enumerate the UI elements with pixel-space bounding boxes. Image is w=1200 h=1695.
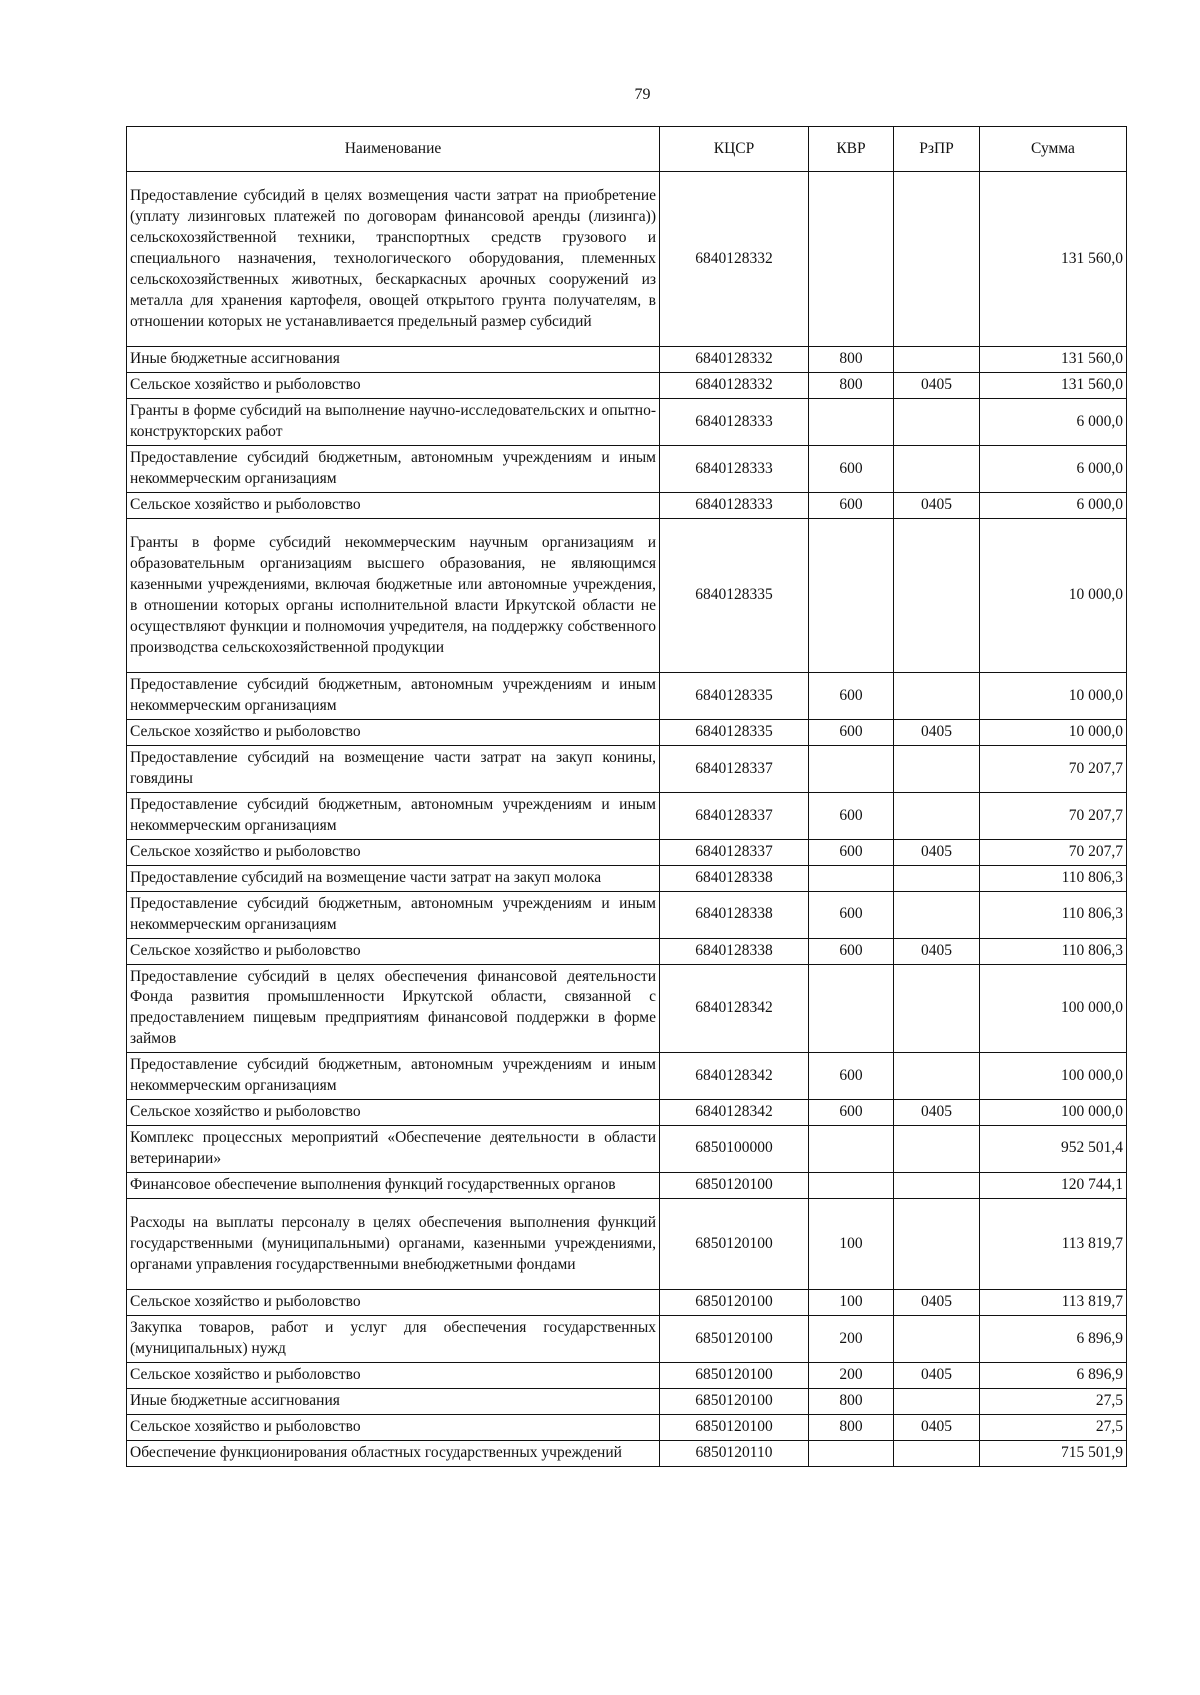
row-kvr: 200	[809, 1316, 894, 1363]
row-kvr: 600	[809, 1100, 894, 1126]
row-kcsr: 6850120100	[660, 1172, 809, 1198]
row-kvr	[809, 1125, 894, 1172]
table-row	[127, 347, 1127, 373]
row-name: Сельское хозяйство и рыболовство	[127, 1100, 660, 1126]
row-name: Предоставление субсидий на возмещение части затрат на закуп конины, говядины	[127, 746, 660, 793]
row-rzpr	[894, 518, 980, 673]
row-rzpr	[894, 1053, 980, 1100]
table-row	[127, 673, 1127, 720]
table-row	[127, 1316, 1127, 1363]
row-kcsr: 6840128337	[660, 746, 809, 793]
row-kcsr: 6840128342	[660, 964, 809, 1053]
row-sum: 6 896,9	[980, 1316, 1127, 1363]
row-kcsr: 6840128338	[660, 938, 809, 964]
row-rzpr	[894, 673, 980, 720]
row-sum: 27,5	[980, 1415, 1127, 1441]
row-sum: 110 806,3	[980, 938, 1127, 964]
row-kvr: 100	[809, 1198, 894, 1290]
row-rzpr	[894, 1198, 980, 1290]
row-name: Сельское хозяйство и рыболовство	[127, 1415, 660, 1441]
budget-table	[126, 126, 1127, 1467]
row-sum: 70 207,7	[980, 746, 1127, 793]
table-row	[127, 793, 1127, 840]
table-row	[127, 938, 1127, 964]
row-name: Предоставление субсидий в целях возмещения части затрат на приобретение (уплату лизинговых платежей по договорам финансовой аренды (лизинга)) сельскохозяйственной техники, транспортных средств грузового и специального назначения, технологического оборудования, племенных сельскохозяйственных животных, бескаркасных арочных сооружений из металла для хранения картофеля, овощей открытого грунта получателям, в отношении которых не устанавливается предельный размер субсидий	[127, 172, 660, 347]
row-name: Предоставление субсидий в целях обеспечения финансовой деятельности Фонда развития промышленности Иркутской области, связанной с предоставлением пищевым предприятиям финансовой поддержки в форме займов	[127, 964, 660, 1053]
row-name: Сельское хозяйство и рыболовство	[127, 839, 660, 865]
row-kcsr: 6840128332	[660, 373, 809, 399]
row-kvr: 600	[809, 793, 894, 840]
row-sum: 10 000,0	[980, 518, 1127, 673]
row-kvr: 600	[809, 891, 894, 938]
row-kcsr: 6840128332	[660, 172, 809, 347]
table-row	[127, 1100, 1127, 1126]
row-name: Закупка товаров, работ и услуг для обеспечения государственных (муниципальных) нужд	[127, 1316, 660, 1363]
row-sum: 100 000,0	[980, 1100, 1127, 1126]
row-kcsr: 6840128338	[660, 891, 809, 938]
header-kcsr: КЦСР	[660, 127, 809, 172]
row-kvr: 600	[809, 839, 894, 865]
row-sum: 100 000,0	[980, 1053, 1127, 1100]
row-kvr: 600	[809, 720, 894, 746]
row-rzpr	[894, 865, 980, 891]
row-name: Предоставление субсидий бюджетным, автономным учреждениям и иным некоммерческим организациям	[127, 673, 660, 720]
table-row	[127, 746, 1127, 793]
header-sum: Сумма	[980, 127, 1127, 172]
row-kvr	[809, 1172, 894, 1198]
row-rzpr	[894, 1172, 980, 1198]
row-rzpr: 0405	[894, 1100, 980, 1126]
row-sum: 113 819,7	[980, 1290, 1127, 1316]
table-row	[127, 399, 1127, 446]
table-row	[127, 1125, 1127, 1172]
row-kcsr: 6840128335	[660, 673, 809, 720]
row-kcsr: 6850120100	[660, 1415, 809, 1441]
row-sum: 113 819,7	[980, 1198, 1127, 1290]
row-kvr	[809, 1441, 894, 1467]
row-kvr	[809, 746, 894, 793]
row-kvr: 600	[809, 938, 894, 964]
row-rzpr	[894, 399, 980, 446]
table-row	[127, 446, 1127, 493]
row-sum: 110 806,3	[980, 865, 1127, 891]
row-kvr: 600	[809, 1053, 894, 1100]
table-row	[127, 1441, 1127, 1467]
row-name: Обеспечение функционирования областных государственных учреждений	[127, 1441, 660, 1467]
row-sum: 952 501,4	[980, 1125, 1127, 1172]
row-kcsr: 6850120100	[660, 1198, 809, 1290]
row-rzpr: 0405	[894, 839, 980, 865]
row-sum: 715 501,9	[980, 1441, 1127, 1467]
row-name: Предоставление субсидий бюджетным, автономным учреждениям и иным некоммерческим организациям	[127, 793, 660, 840]
row-kcsr: 6840128337	[660, 793, 809, 840]
row-kcsr: 6840128342	[660, 1100, 809, 1126]
table-row	[127, 1290, 1127, 1316]
row-sum: 6 000,0	[980, 446, 1127, 493]
row-kcsr: 6840128335	[660, 720, 809, 746]
row-name: Предоставление субсидий на возмещение части затрат на закуп молока	[127, 865, 660, 891]
row-rzpr	[894, 1316, 980, 1363]
row-kcsr: 6840128338	[660, 865, 809, 891]
row-kcsr: 6850120100	[660, 1290, 809, 1316]
table-row	[127, 492, 1127, 518]
row-name: Финансовое обеспечение выполнения функций государственных органов	[127, 1172, 660, 1198]
row-kvr: 600	[809, 446, 894, 493]
row-kcsr: 6840128337	[660, 839, 809, 865]
table-row	[127, 1389, 1127, 1415]
row-name: Расходы на выплаты персоналу в целях обеспечения выполнения функций государственными (муниципальными) органами, казенными учреждениями, органами управления государственными внебюджетными фондами	[127, 1198, 660, 1290]
table-row	[127, 891, 1127, 938]
row-kvr: 800	[809, 347, 894, 373]
row-sum: 10 000,0	[980, 720, 1127, 746]
row-sum: 70 207,7	[980, 793, 1127, 840]
row-name: Комплекс процессных мероприятий «Обеспечение деятельности в области ветеринарии»	[127, 1125, 660, 1172]
row-rzpr	[894, 891, 980, 938]
row-sum: 131 560,0	[980, 172, 1127, 347]
row-name: Предоставление субсидий бюджетным, автономным учреждениям и иным некоммерческим организациям	[127, 446, 660, 493]
row-kcsr: 6850120100	[660, 1389, 809, 1415]
page-number: 79	[634, 86, 651, 103]
row-sum: 131 560,0	[980, 347, 1127, 373]
header-rzpr: РзПР	[894, 127, 980, 172]
row-rzpr: 0405	[894, 1415, 980, 1441]
row-sum: 100 000,0	[980, 964, 1127, 1053]
row-sum: 120 744,1	[980, 1172, 1127, 1198]
row-name: Сельское хозяйство и рыболовство	[127, 373, 660, 399]
row-kcsr: 6840128342	[660, 1053, 809, 1100]
header-name: Наименование	[127, 127, 660, 172]
table-row	[127, 865, 1127, 891]
row-rzpr	[894, 446, 980, 493]
row-kcsr: 6850120110	[660, 1441, 809, 1467]
row-name: Гранты в форме субсидий некоммерческим научным организациям и образовательным организациям высшего образования, не являющимся казенными учреждениями, включая бюджетные или автономные учреждения, в отношении которых органы исполнительной власти Иркутской области не осуществляют функции и полномочия учредителя, на поддержку собственного производства сельскохозяйственной продукции	[127, 518, 660, 673]
row-kvr	[809, 518, 894, 673]
row-rzpr	[894, 172, 980, 347]
row-sum: 10 000,0	[980, 673, 1127, 720]
row-name: Предоставление субсидий бюджетным, автономным учреждениям и иным некоммерческим организациям	[127, 891, 660, 938]
row-kvr	[809, 865, 894, 891]
table-row	[127, 1415, 1127, 1441]
row-sum: 131 560,0	[980, 373, 1127, 399]
table-row	[127, 839, 1127, 865]
row-name: Гранты в форме субсидий на выполнение научно-исследовательских и опытно-конструкторских работ	[127, 399, 660, 446]
table-row	[127, 1172, 1127, 1198]
table-row	[127, 373, 1127, 399]
table-row	[127, 1363, 1127, 1389]
table-header-row	[127, 127, 1127, 172]
row-kcsr: 6840128333	[660, 492, 809, 518]
row-kcsr: 6840128335	[660, 518, 809, 673]
row-rzpr	[894, 1125, 980, 1172]
row-rzpr: 0405	[894, 373, 980, 399]
row-kcsr: 6850100000	[660, 1125, 809, 1172]
row-sum: 6 000,0	[980, 492, 1127, 518]
row-kvr	[809, 399, 894, 446]
table-row	[127, 1053, 1127, 1100]
row-rzpr	[894, 1441, 980, 1467]
row-rzpr: 0405	[894, 1290, 980, 1316]
row-sum: 6 896,9	[980, 1363, 1127, 1389]
row-name: Предоставление субсидий бюджетным, автономным учреждениям и иным некоммерческим организациям	[127, 1053, 660, 1100]
row-sum: 110 806,3	[980, 891, 1127, 938]
table-row	[127, 1198, 1127, 1290]
row-kcsr: 6850120100	[660, 1363, 809, 1389]
row-rzpr	[894, 793, 980, 840]
row-name: Сельское хозяйство и рыболовство	[127, 1363, 660, 1389]
row-sum: 70 207,7	[980, 839, 1127, 865]
row-name: Иные бюджетные ассигнования	[127, 347, 660, 373]
row-kcsr: 6840128333	[660, 446, 809, 493]
row-kvr	[809, 964, 894, 1053]
table-row	[127, 720, 1127, 746]
row-kvr: 600	[809, 492, 894, 518]
row-rzpr: 0405	[894, 938, 980, 964]
row-name: Сельское хозяйство и рыболовство	[127, 1290, 660, 1316]
row-kcsr: 6850120100	[660, 1316, 809, 1363]
row-kvr: 200	[809, 1363, 894, 1389]
row-kcsr: 6840128333	[660, 399, 809, 446]
row-kvr: 800	[809, 1415, 894, 1441]
row-kvr: 800	[809, 373, 894, 399]
row-rzpr	[894, 964, 980, 1053]
row-rzpr: 0405	[894, 720, 980, 746]
row-name: Сельское хозяйство и рыболовство	[127, 720, 660, 746]
table-row	[127, 518, 1127, 673]
row-rzpr: 0405	[894, 1363, 980, 1389]
row-name: Иные бюджетные ассигнования	[127, 1389, 660, 1415]
row-name: Сельское хозяйство и рыболовство	[127, 492, 660, 518]
row-kvr: 600	[809, 673, 894, 720]
row-rzpr	[894, 347, 980, 373]
row-kvr: 800	[809, 1389, 894, 1415]
row-kcsr: 6840128332	[660, 347, 809, 373]
row-rzpr	[894, 1389, 980, 1415]
row-rzpr: 0405	[894, 492, 980, 518]
row-sum: 6 000,0	[980, 399, 1127, 446]
header-kvr: КВР	[809, 127, 894, 172]
row-sum: 27,5	[980, 1389, 1127, 1415]
table-row	[127, 964, 1127, 1053]
row-rzpr	[894, 746, 980, 793]
row-name: Сельское хозяйство и рыболовство	[127, 938, 660, 964]
row-kvr	[809, 172, 894, 347]
table-row	[127, 172, 1127, 347]
row-kvr: 100	[809, 1290, 894, 1316]
